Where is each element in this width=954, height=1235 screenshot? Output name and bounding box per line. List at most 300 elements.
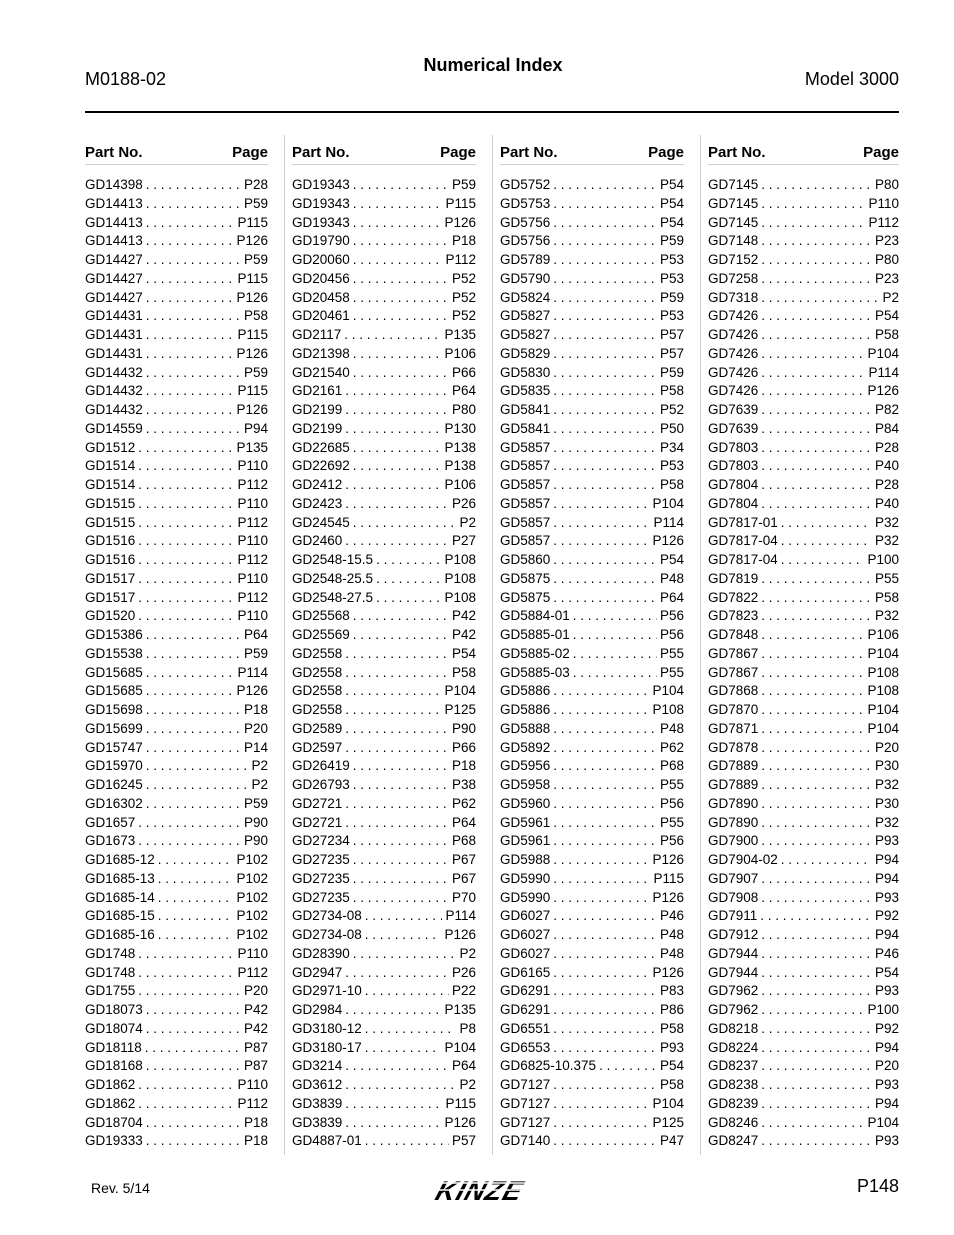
part-number: GD7944 xyxy=(708,945,759,961)
index-entry xyxy=(85,871,268,890)
dot-leader xyxy=(553,533,649,548)
part-number: GD5885-03 xyxy=(500,664,570,680)
part-number: GD1515 xyxy=(85,495,136,511)
dot-leader xyxy=(376,590,441,605)
index-entry xyxy=(708,402,899,421)
page-reference: P135 xyxy=(444,327,476,342)
page-reference: P56 xyxy=(659,833,684,849)
page-reference: P126 xyxy=(867,383,899,399)
part-number: GD7145 xyxy=(708,177,759,192)
index-entry xyxy=(85,327,268,346)
dot-leader xyxy=(138,440,233,455)
dot-leader xyxy=(553,1133,657,1148)
dot-leader xyxy=(146,1058,241,1073)
index-entry xyxy=(500,683,684,702)
index-entry xyxy=(292,908,476,927)
dot-leader xyxy=(138,590,234,605)
page-reference: P50 xyxy=(659,420,684,436)
dot-leader xyxy=(553,402,657,417)
dot-leader xyxy=(353,440,442,455)
page-reference: P100 xyxy=(867,1002,899,1017)
dot-leader xyxy=(345,402,449,417)
part-number: GD5789 xyxy=(500,252,551,267)
dot-leader xyxy=(344,327,441,342)
dot-leader xyxy=(761,1040,872,1055)
index-entry xyxy=(85,496,268,515)
page-reference: P54 xyxy=(659,1058,684,1074)
page-reference: P48 xyxy=(659,570,684,586)
page-reference: P114 xyxy=(445,908,476,924)
index-entry xyxy=(500,702,684,721)
part-number: GD1515 xyxy=(85,514,136,530)
page-reference: P62 xyxy=(451,795,476,811)
dot-leader xyxy=(761,927,872,942)
page-reference: P135 xyxy=(236,439,268,455)
page-reference: P108 xyxy=(444,552,476,567)
index-entry xyxy=(85,627,268,646)
page-reference: P93 xyxy=(874,833,899,849)
dot-leader xyxy=(553,890,649,905)
page-reference: P59 xyxy=(243,252,268,267)
dot-leader xyxy=(146,271,235,286)
index-entry xyxy=(500,515,684,534)
page-reference: P59 xyxy=(659,233,684,249)
index-entry xyxy=(500,1058,684,1077)
index-entry xyxy=(292,233,476,252)
dot-leader xyxy=(353,890,449,905)
dot-leader xyxy=(761,702,864,717)
index-entry xyxy=(500,271,684,290)
dot-leader xyxy=(138,571,234,586)
dot-leader xyxy=(761,196,865,211)
part-number: GD14432 xyxy=(85,383,143,399)
page-reference: P115 xyxy=(445,195,476,211)
page-reference: P80 xyxy=(874,252,899,267)
dot-leader xyxy=(553,327,657,342)
dot-leader xyxy=(761,1002,864,1017)
page-reference: P93 xyxy=(874,1133,899,1149)
dot-leader xyxy=(553,346,657,361)
page-reference: P126 xyxy=(652,889,684,905)
page-reference: P48 xyxy=(659,927,684,942)
index-entry xyxy=(292,1002,476,1021)
dot-leader xyxy=(761,458,872,473)
index-entry xyxy=(85,665,268,684)
part-number: GD7962 xyxy=(708,983,759,999)
part-no-header: Part No. xyxy=(500,144,558,161)
dot-leader xyxy=(553,440,657,455)
part-number: GD3180-17 xyxy=(292,1039,362,1055)
index-entry xyxy=(500,927,684,946)
part-number: GD16245 xyxy=(85,777,143,792)
dot-leader xyxy=(345,683,441,698)
index-entry xyxy=(85,815,268,834)
dot-leader xyxy=(138,552,234,567)
dot-leader xyxy=(353,946,457,961)
column-header xyxy=(500,135,684,165)
dot-leader xyxy=(146,365,241,380)
index-entry xyxy=(500,1002,684,1021)
page-header: Page xyxy=(232,144,268,161)
part-number: GD2199 xyxy=(292,420,343,436)
index-entry xyxy=(500,946,684,965)
index-entry xyxy=(85,271,268,290)
index-entry xyxy=(708,1133,899,1152)
dot-leader xyxy=(146,683,234,698)
part-number: GD15538 xyxy=(85,645,143,661)
page-reference: P80 xyxy=(874,177,899,192)
dot-leader xyxy=(365,1040,442,1055)
page-reference: P115 xyxy=(237,327,268,342)
dot-leader xyxy=(761,1021,872,1036)
dot-leader xyxy=(138,477,234,492)
page-reference: P115 xyxy=(237,383,268,399)
index-entry xyxy=(292,1040,476,1059)
index-entry xyxy=(708,590,899,609)
part-number: GD1685-12 xyxy=(85,852,155,867)
dot-leader xyxy=(353,758,449,773)
part-number: GD1685-14 xyxy=(85,889,155,905)
page-reference: P58 xyxy=(659,383,684,399)
part-number: GD5857 xyxy=(500,514,551,530)
part-number: GD15698 xyxy=(85,702,143,717)
index-entry xyxy=(85,1058,268,1077)
part-number: GD1516 xyxy=(85,533,136,549)
part-number: GD5756 xyxy=(500,233,551,249)
index-entry xyxy=(500,571,684,590)
page-reference: P27 xyxy=(451,533,476,549)
page-reference: P42 xyxy=(451,627,476,642)
part-number: GD21540 xyxy=(292,364,350,380)
page-reference: P130 xyxy=(444,420,476,436)
page-reference: P94 xyxy=(874,852,899,867)
page-reference: P106 xyxy=(444,345,476,361)
page-reference: P55 xyxy=(659,664,684,680)
page-reference: P59 xyxy=(451,177,476,192)
part-number: GD1516 xyxy=(85,552,136,567)
dot-leader xyxy=(553,1096,649,1111)
part-number: GD5827 xyxy=(500,327,551,342)
page-reference: P108 xyxy=(867,664,899,680)
dot-leader xyxy=(573,665,657,680)
index-entry xyxy=(500,215,684,234)
page-reference: P23 xyxy=(874,233,899,249)
page-reference: P83 xyxy=(659,983,684,999)
part-number: GD6291 xyxy=(500,1002,551,1017)
part-number: GD2548-27.5 xyxy=(292,589,374,605)
page-reference: P108 xyxy=(652,702,684,717)
index-entry xyxy=(708,271,899,290)
part-no-header: Part No. xyxy=(708,144,766,161)
dot-leader xyxy=(553,421,657,436)
index-entry xyxy=(500,252,684,271)
dot-leader xyxy=(553,965,649,980)
part-number: GD14431 xyxy=(85,327,143,342)
part-number: GD7868 xyxy=(708,683,759,699)
index-entry xyxy=(85,177,268,196)
index-entry xyxy=(85,740,268,759)
index-entry xyxy=(500,590,684,609)
part-number: GD25569 xyxy=(292,627,350,642)
page-reference: P26 xyxy=(451,964,476,980)
page-reference: P138 xyxy=(444,439,476,455)
page-reference: P42 xyxy=(243,1020,268,1036)
page-reference: P40 xyxy=(874,458,899,474)
part-number: GD5888 xyxy=(500,720,551,736)
dot-leader xyxy=(146,383,235,398)
part-number: GD19343 xyxy=(292,195,350,211)
page-reference: P108 xyxy=(444,570,476,586)
part-number: GD2734-08 xyxy=(292,927,362,942)
part-number: GD6027 xyxy=(500,908,551,924)
dot-leader xyxy=(146,252,241,267)
dot-leader xyxy=(158,871,234,886)
page-reference: P126 xyxy=(652,533,684,549)
dot-leader xyxy=(553,740,657,755)
page-reference: P53 xyxy=(659,252,684,267)
dot-leader xyxy=(345,1002,441,1017)
dot-leader xyxy=(345,665,449,680)
part-number: GD7878 xyxy=(708,739,759,755)
page-reference: P46 xyxy=(659,908,684,924)
index-entry xyxy=(292,440,476,459)
index-entry xyxy=(85,252,268,271)
index-entry xyxy=(708,702,899,721)
dot-leader xyxy=(761,365,865,380)
index-entry xyxy=(708,290,899,309)
index-entry xyxy=(85,852,268,871)
dot-leader xyxy=(761,683,864,698)
page-reference: P20 xyxy=(874,1058,899,1074)
page-reference: P94 xyxy=(874,870,899,886)
part-number: GD5885-01 xyxy=(500,627,570,642)
dot-leader xyxy=(345,1058,449,1073)
page-reference: P58 xyxy=(874,589,899,605)
index-entry xyxy=(292,1077,476,1096)
kinze-logo xyxy=(432,1175,552,1205)
dot-leader xyxy=(146,327,235,342)
index-entry xyxy=(708,533,899,552)
part-number: GD5857 xyxy=(500,439,551,455)
page-header: Page xyxy=(440,144,476,161)
page-reference: P18 xyxy=(451,758,476,774)
index-entry xyxy=(500,1133,684,1152)
index-entry xyxy=(708,721,899,740)
dot-leader xyxy=(553,721,657,736)
page-reference: P32 xyxy=(874,608,899,624)
page-reference: P47 xyxy=(659,1133,684,1149)
part-number: GD5857 xyxy=(500,477,551,492)
dot-leader xyxy=(345,721,449,736)
page-reference: P90 xyxy=(243,814,268,830)
page-reference: P108 xyxy=(444,589,476,605)
page-reference: P52 xyxy=(451,289,476,305)
part-number: GD15685 xyxy=(85,664,143,680)
index-entry xyxy=(708,908,899,927)
page-reference: P53 xyxy=(659,270,684,286)
page-reference: P32 xyxy=(874,533,899,549)
part-number: GD7823 xyxy=(708,608,759,624)
index-entry xyxy=(85,1133,268,1152)
part-number: GD2548-15.5 xyxy=(292,552,374,567)
page-reference: P57 xyxy=(451,1133,476,1149)
part-number: GD1862 xyxy=(85,1077,136,1092)
dot-leader xyxy=(146,402,234,417)
part-number: GD2558 xyxy=(292,702,343,717)
part-number: GD7889 xyxy=(708,758,759,774)
part-number: GD22692 xyxy=(292,458,350,474)
page-reference: P112 xyxy=(445,252,476,267)
dot-leader xyxy=(365,983,449,998)
part-number: GD7890 xyxy=(708,814,759,830)
part-number: GD7912 xyxy=(708,927,759,942)
index-entry xyxy=(292,1058,476,1077)
dot-leader xyxy=(353,852,449,867)
page-title: Numerical Index xyxy=(423,55,563,75)
part-number: GD20060 xyxy=(292,252,350,267)
dot-leader xyxy=(553,383,657,398)
page-reference: P56 xyxy=(659,795,684,811)
logo-wordmark: KINZE xyxy=(432,1175,528,1205)
part-number: GD5752 xyxy=(500,177,551,192)
index-entry xyxy=(500,383,684,402)
page-reference: P54 xyxy=(874,308,899,324)
dot-leader xyxy=(761,496,872,511)
index-entry xyxy=(500,815,684,834)
dot-leader xyxy=(345,533,449,548)
dot-leader xyxy=(353,308,449,323)
page-reference: P104 xyxy=(652,683,684,699)
part-number: GD7904-02 xyxy=(708,852,778,867)
page-reference: P54 xyxy=(451,645,476,661)
index-entry xyxy=(500,852,684,871)
index-entry xyxy=(708,308,899,327)
part-number: GD6551 xyxy=(500,1020,551,1036)
page-reference: P112 xyxy=(237,477,268,492)
page-reference: P110 xyxy=(237,1077,268,1092)
part-number: GD18704 xyxy=(85,1114,143,1130)
part-number: GD7817-01 xyxy=(708,514,778,530)
index-entry xyxy=(292,927,476,946)
part-number: GD3839 xyxy=(292,1114,343,1130)
index-entry xyxy=(500,1040,684,1059)
dot-leader xyxy=(553,702,649,717)
dot-leader xyxy=(345,1115,441,1130)
dot-leader xyxy=(761,327,872,342)
dot-leader xyxy=(365,1021,457,1036)
index-entry xyxy=(85,927,268,946)
dot-leader xyxy=(353,271,449,286)
page-reference: P126 xyxy=(236,289,268,305)
page-reference: P55 xyxy=(659,777,684,792)
page-reference: P59 xyxy=(659,364,684,380)
index-entry xyxy=(708,365,899,384)
part-number: GD27235 xyxy=(292,852,350,867)
page-reference: P2 xyxy=(882,289,899,305)
dot-leader xyxy=(553,177,657,192)
index-entry xyxy=(708,965,899,984)
page-reference: P94 xyxy=(874,1095,899,1111)
part-number: GD5827 xyxy=(500,308,551,324)
page-reference: P64 xyxy=(451,1058,476,1074)
part-number: GD7867 xyxy=(708,645,759,661)
part-number: GD3214 xyxy=(292,1058,343,1074)
part-number: GD5753 xyxy=(500,195,551,211)
page-reference: P67 xyxy=(451,852,476,867)
page-reference: P64 xyxy=(451,383,476,399)
dot-leader xyxy=(599,1058,657,1073)
index-entry xyxy=(500,608,684,627)
index-entry xyxy=(708,440,899,459)
part-no-header: Part No. xyxy=(85,144,143,161)
page-reference: P54 xyxy=(659,214,684,230)
page-reference: P112 xyxy=(237,1095,268,1111)
part-number: GD15699 xyxy=(85,720,143,736)
page-reference: P104 xyxy=(444,1039,476,1055)
page-header: Page xyxy=(863,144,899,161)
page-reference: P125 xyxy=(444,702,476,717)
page-reference: P110 xyxy=(237,533,268,549)
part-number: GD7639 xyxy=(708,402,759,417)
dot-leader xyxy=(146,777,249,792)
page-reference: P28 xyxy=(243,177,268,192)
dot-leader xyxy=(573,646,657,661)
page-reference: P59 xyxy=(243,645,268,661)
part-number: GD1862 xyxy=(85,1095,136,1111)
dot-leader xyxy=(553,1115,649,1130)
index-entry xyxy=(292,496,476,515)
part-number: GD5990 xyxy=(500,889,551,905)
page-reference: P126 xyxy=(236,683,268,699)
index-entry xyxy=(708,946,899,965)
index-entry xyxy=(292,252,476,271)
page-reference: P48 xyxy=(659,720,684,736)
part-number: GD5756 xyxy=(500,214,551,230)
index-entry xyxy=(292,421,476,440)
dot-leader xyxy=(353,290,449,305)
page-reference: P82 xyxy=(874,402,899,417)
part-number: GD5860 xyxy=(500,552,551,567)
index-entry xyxy=(500,833,684,852)
index-entry xyxy=(708,196,899,215)
page-reference: P57 xyxy=(659,327,684,342)
index-entry xyxy=(292,327,476,346)
index-entry xyxy=(85,590,268,609)
dot-leader xyxy=(761,346,864,361)
part-number: GD1512 xyxy=(85,439,136,455)
dot-leader xyxy=(138,608,234,623)
page-reference: P2 xyxy=(251,777,268,792)
dot-leader xyxy=(553,852,649,867)
dot-leader xyxy=(781,852,872,867)
column-separator xyxy=(492,135,493,1155)
dot-leader xyxy=(553,215,657,230)
index-entry xyxy=(500,1077,684,1096)
page-reference: P42 xyxy=(451,608,476,624)
part-number: GD7426 xyxy=(708,383,759,399)
index-entry xyxy=(85,833,268,852)
index-entry xyxy=(500,290,684,309)
page-reference: P104 xyxy=(867,702,899,717)
page-reference: P28 xyxy=(874,439,899,455)
part-number: GD2947 xyxy=(292,964,343,980)
page-reference: P20 xyxy=(243,720,268,736)
page-reference: P100 xyxy=(867,552,899,567)
index-entry xyxy=(708,421,899,440)
dot-leader xyxy=(761,665,864,680)
index-entry xyxy=(85,646,268,665)
index-entry xyxy=(85,533,268,552)
